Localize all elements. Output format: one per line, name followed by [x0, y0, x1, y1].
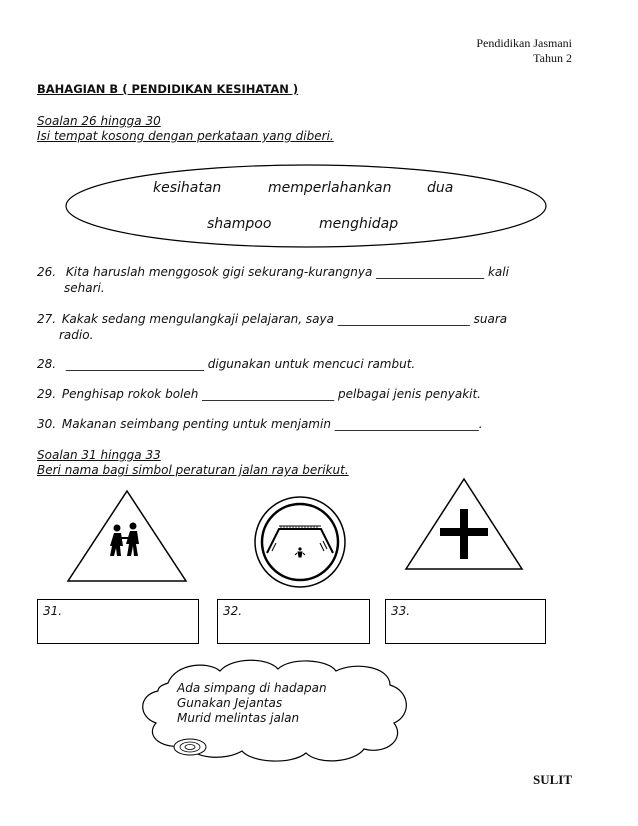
- question-number: 29.: [37, 387, 57, 401]
- answer-box-31[interactable]: [37, 599, 199, 644]
- question-text: Kita haruslah menggosok gigi sekurang-kurangnya __________________ kali: [65, 265, 509, 279]
- question-text: Kakak sedang mengulangkaji pelajaran, saya ______________________ suara: [61, 312, 508, 326]
- school-crossing-sign-icon: [65, 488, 189, 584]
- part2-instruction: Beri nama bagi simbol peraturan jalan raya berikut.: [37, 463, 349, 477]
- pedestrian-bridge-sign-icon: [253, 495, 347, 589]
- sulit-mark: SULIT: [532, 772, 572, 787]
- question-29: [37, 386, 481, 402]
- question-text-cont: radio.: [59, 328, 94, 342]
- part1-range: Soalan 26 hingga 30: [37, 114, 161, 128]
- section-title: BAHAGIAN B ( PENDIDIKAN KESIHATAN ): [37, 82, 299, 96]
- word-bank-item: memperlahankan: [268, 180, 392, 196]
- question-number: 27.: [37, 312, 57, 326]
- junction-ahead-sign-icon: [403, 476, 525, 572]
- question-26: [37, 264, 509, 296]
- word-bank-item: menghidap: [319, 216, 399, 232]
- answer-box-32[interactable]: [217, 599, 370, 644]
- word-bank-ellipse: [64, 163, 548, 249]
- part2-range: Soalan 31 hingga 33: [37, 448, 161, 462]
- cloud-options-list: [177, 681, 327, 726]
- question-text: _______________________ digunakan untuk mencuci rambut.: [65, 357, 416, 371]
- cloud-option: Ada simpang di hadapan: [177, 681, 327, 695]
- question-text-cont: sehari.: [64, 281, 105, 295]
- question-28: [37, 356, 415, 372]
- subject-header: Pendidikan Jasmani: [476, 36, 572, 50]
- word-bank-item: shampoo: [207, 216, 272, 232]
- word-bank-item: kesihatan: [153, 180, 222, 196]
- cloud-option: Gunakan Jejantas: [177, 696, 283, 710]
- answer-box-label: 33.: [391, 604, 411, 618]
- answer-box-label: 32.: [223, 604, 243, 618]
- question-30: [37, 416, 483, 432]
- answer-box-label: 31.: [43, 604, 63, 618]
- part1-instruction: Isi tempat kosong dengan perkataan yang diberi.: [37, 129, 334, 143]
- question-number: 30.: [37, 417, 57, 431]
- question-text: Penghisap rokok boleh ______________________ pelbagai jenis penyakit.: [61, 387, 481, 401]
- question-number: 28.: [37, 357, 57, 371]
- question-number: 26.: [37, 265, 57, 279]
- answer-box-33[interactable]: [385, 599, 546, 644]
- cloud-option: Murid melintas jalan: [177, 711, 300, 725]
- question-text: Makanan seimbang penting untuk menjamin ________________________.: [61, 417, 483, 431]
- year-header: Tahun 2: [533, 51, 572, 65]
- word-bank-item: dua: [427, 180, 454, 196]
- question-27: [37, 311, 507, 343]
